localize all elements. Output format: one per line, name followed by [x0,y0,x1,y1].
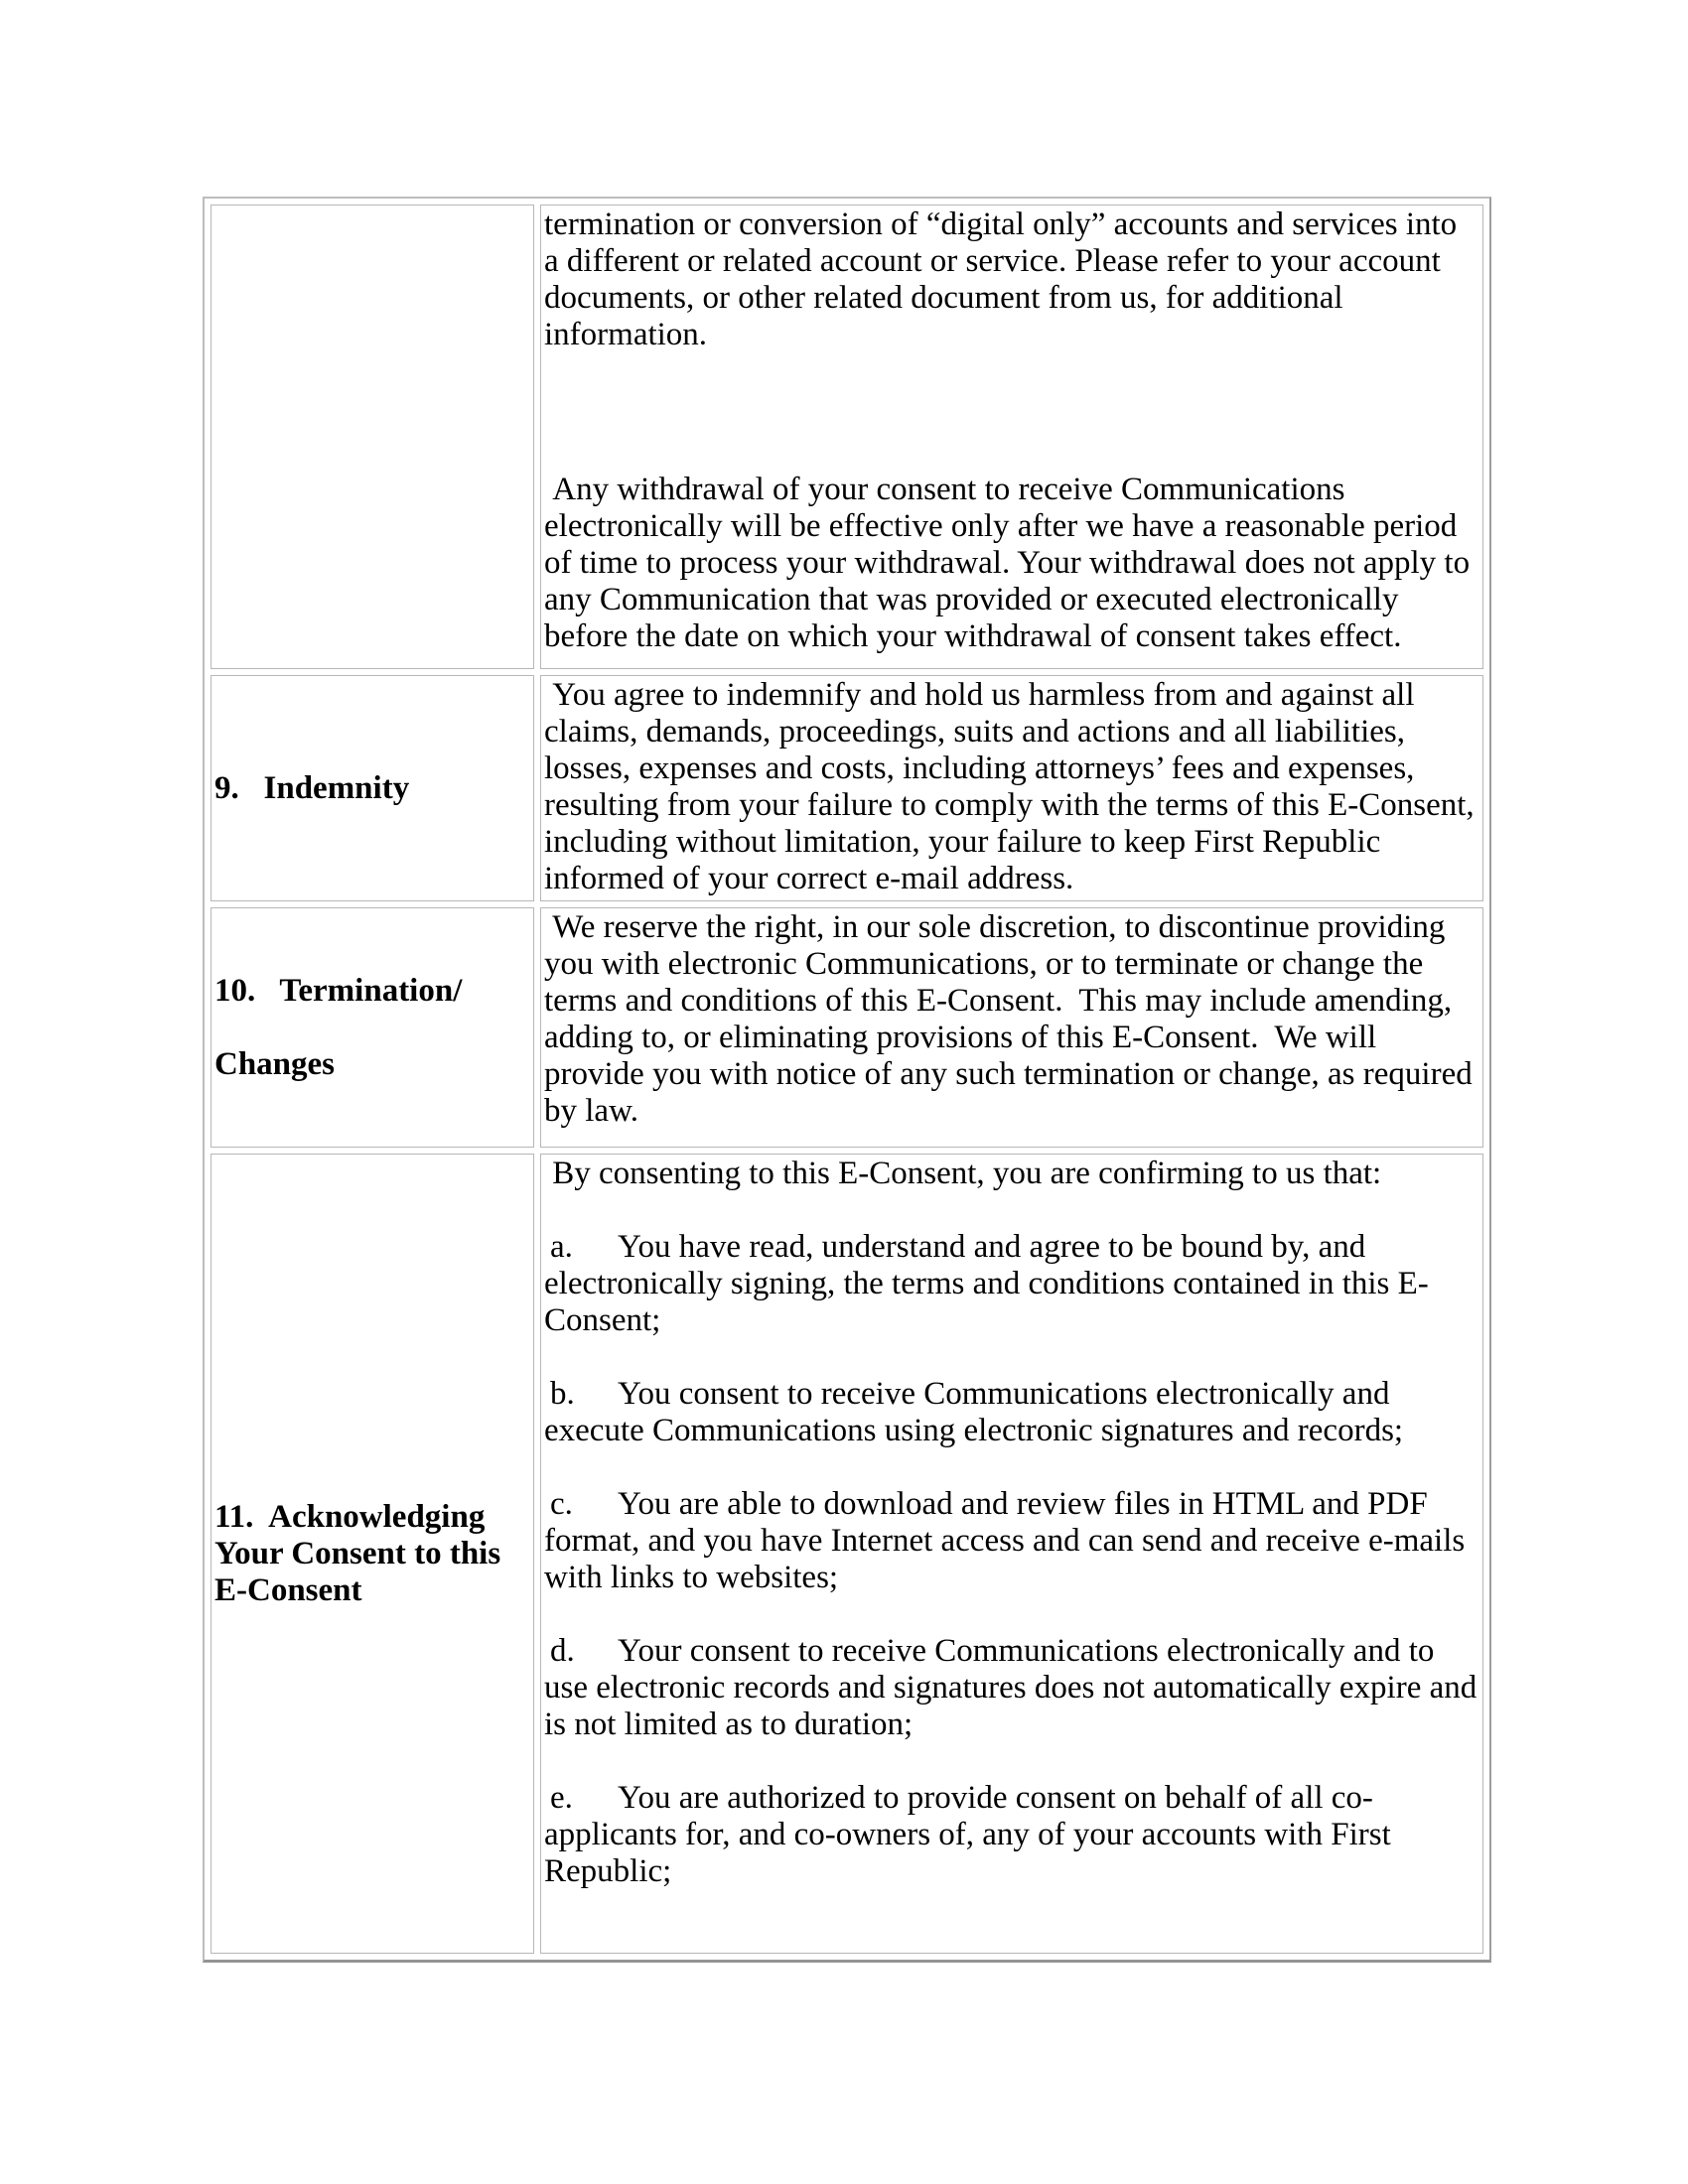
table-row-termination-changes [211,907,1483,1148]
list-item-text: You are able to download and review files in HTML and PDF format, and you have Internet access and can send and receive e-mails with links to websites; [544,1486,1474,1595]
section-heading: 10. Termination/ [214,972,463,1009]
section-heading: 11. Acknowledging Your Consent to this E-Consent [214,1498,509,1608]
list-item-letter: c. [550,1486,573,1522]
list-item-text: You consent to receive Communications electronically and execute Communications using electronic signatures and records; [544,1376,1404,1448]
body-paragraph: By consenting to this E-Consent, you are confirming to us that: [544,1156,1382,1191]
list-item-text: You have read, understand and agree to be bound by, and electronically signing, the terms and conditions contained in this E-Consent; [544,1229,1429,1338]
table-row-acknowledging-consent [211,1154,1483,1954]
row3-heading-cell [211,907,534,1148]
list-item-text: You are authorized to provide consent on behalf of all co-applicants for, and co-owners of, any of your accounts with First Republic; [544,1780,1400,1889]
list-item-letter: d. [550,1633,575,1669]
list-item-text: Your consent to receive Communications electronically and to use electronic records and signatures does not automatically expire and is not limited as to duration; [544,1633,1485,1742]
table-row-continued-section [211,205,1483,669]
body-paragraph: We reserve the right, in our sole discretion, to discontinue providing you with electronic Communications, or to terminate or change the terms and conditions of this E-Consent. This may include amending, adding to, or eliminating provisions of this E-Consent. We will provide you with notice of any such termination or change, as required by law. [544,909,1480,1129]
list-item [544,1486,1479,1596]
body-paragraph: Any withdrawal of your consent to receive Communications electronically will be effective only after we have a reasonable period of time to process your withdrawal. Your withdrawal does not apply to any Communication that was provided or executed electronically before the date on which your withdrawal of consent takes effect. [544,472,1478,654]
section-heading: Changes [214,1045,336,1082]
body-paragraph: You agree to indemnify and hold us harmless from and against all claims, demands, proceedings, suits and actions and all liabilities, losses, expenses and costs, including attorneys’ fees and expenses, resulting from your failure to comply with the terms of this E-Consent, including without limitation, your failure to keep First Republic informed of your correct e-mail address. [544,677,1482,896]
row4-body-cell [540,1154,1483,1954]
section-heading: 9. Indemnity [214,769,410,806]
row4-heading-cell [211,1154,534,1954]
row3-body-cell [540,907,1483,1148]
list-item-letter: e. [550,1780,573,1816]
table-row-indemnity [211,675,1483,901]
list-item-letter: a. [550,1229,573,1265]
list-item [544,1229,1479,1339]
list-item [544,1376,1479,1449]
row1-heading-cell-empty [211,205,534,669]
row2-body-cell [540,675,1483,901]
list-item [544,1780,1479,1890]
row1-body-cell [540,205,1483,669]
row2-heading-cell [211,675,534,901]
body-paragraph: termination or conversion of “digital only” accounts and services into a different or related account or service. Please refer to your account documents, or other related document from us, for additional information. [544,206,1466,352]
list-item-letter: b. [550,1376,575,1412]
list-item [544,1633,1485,1743]
econsent-terms-table [203,197,1491,1963]
